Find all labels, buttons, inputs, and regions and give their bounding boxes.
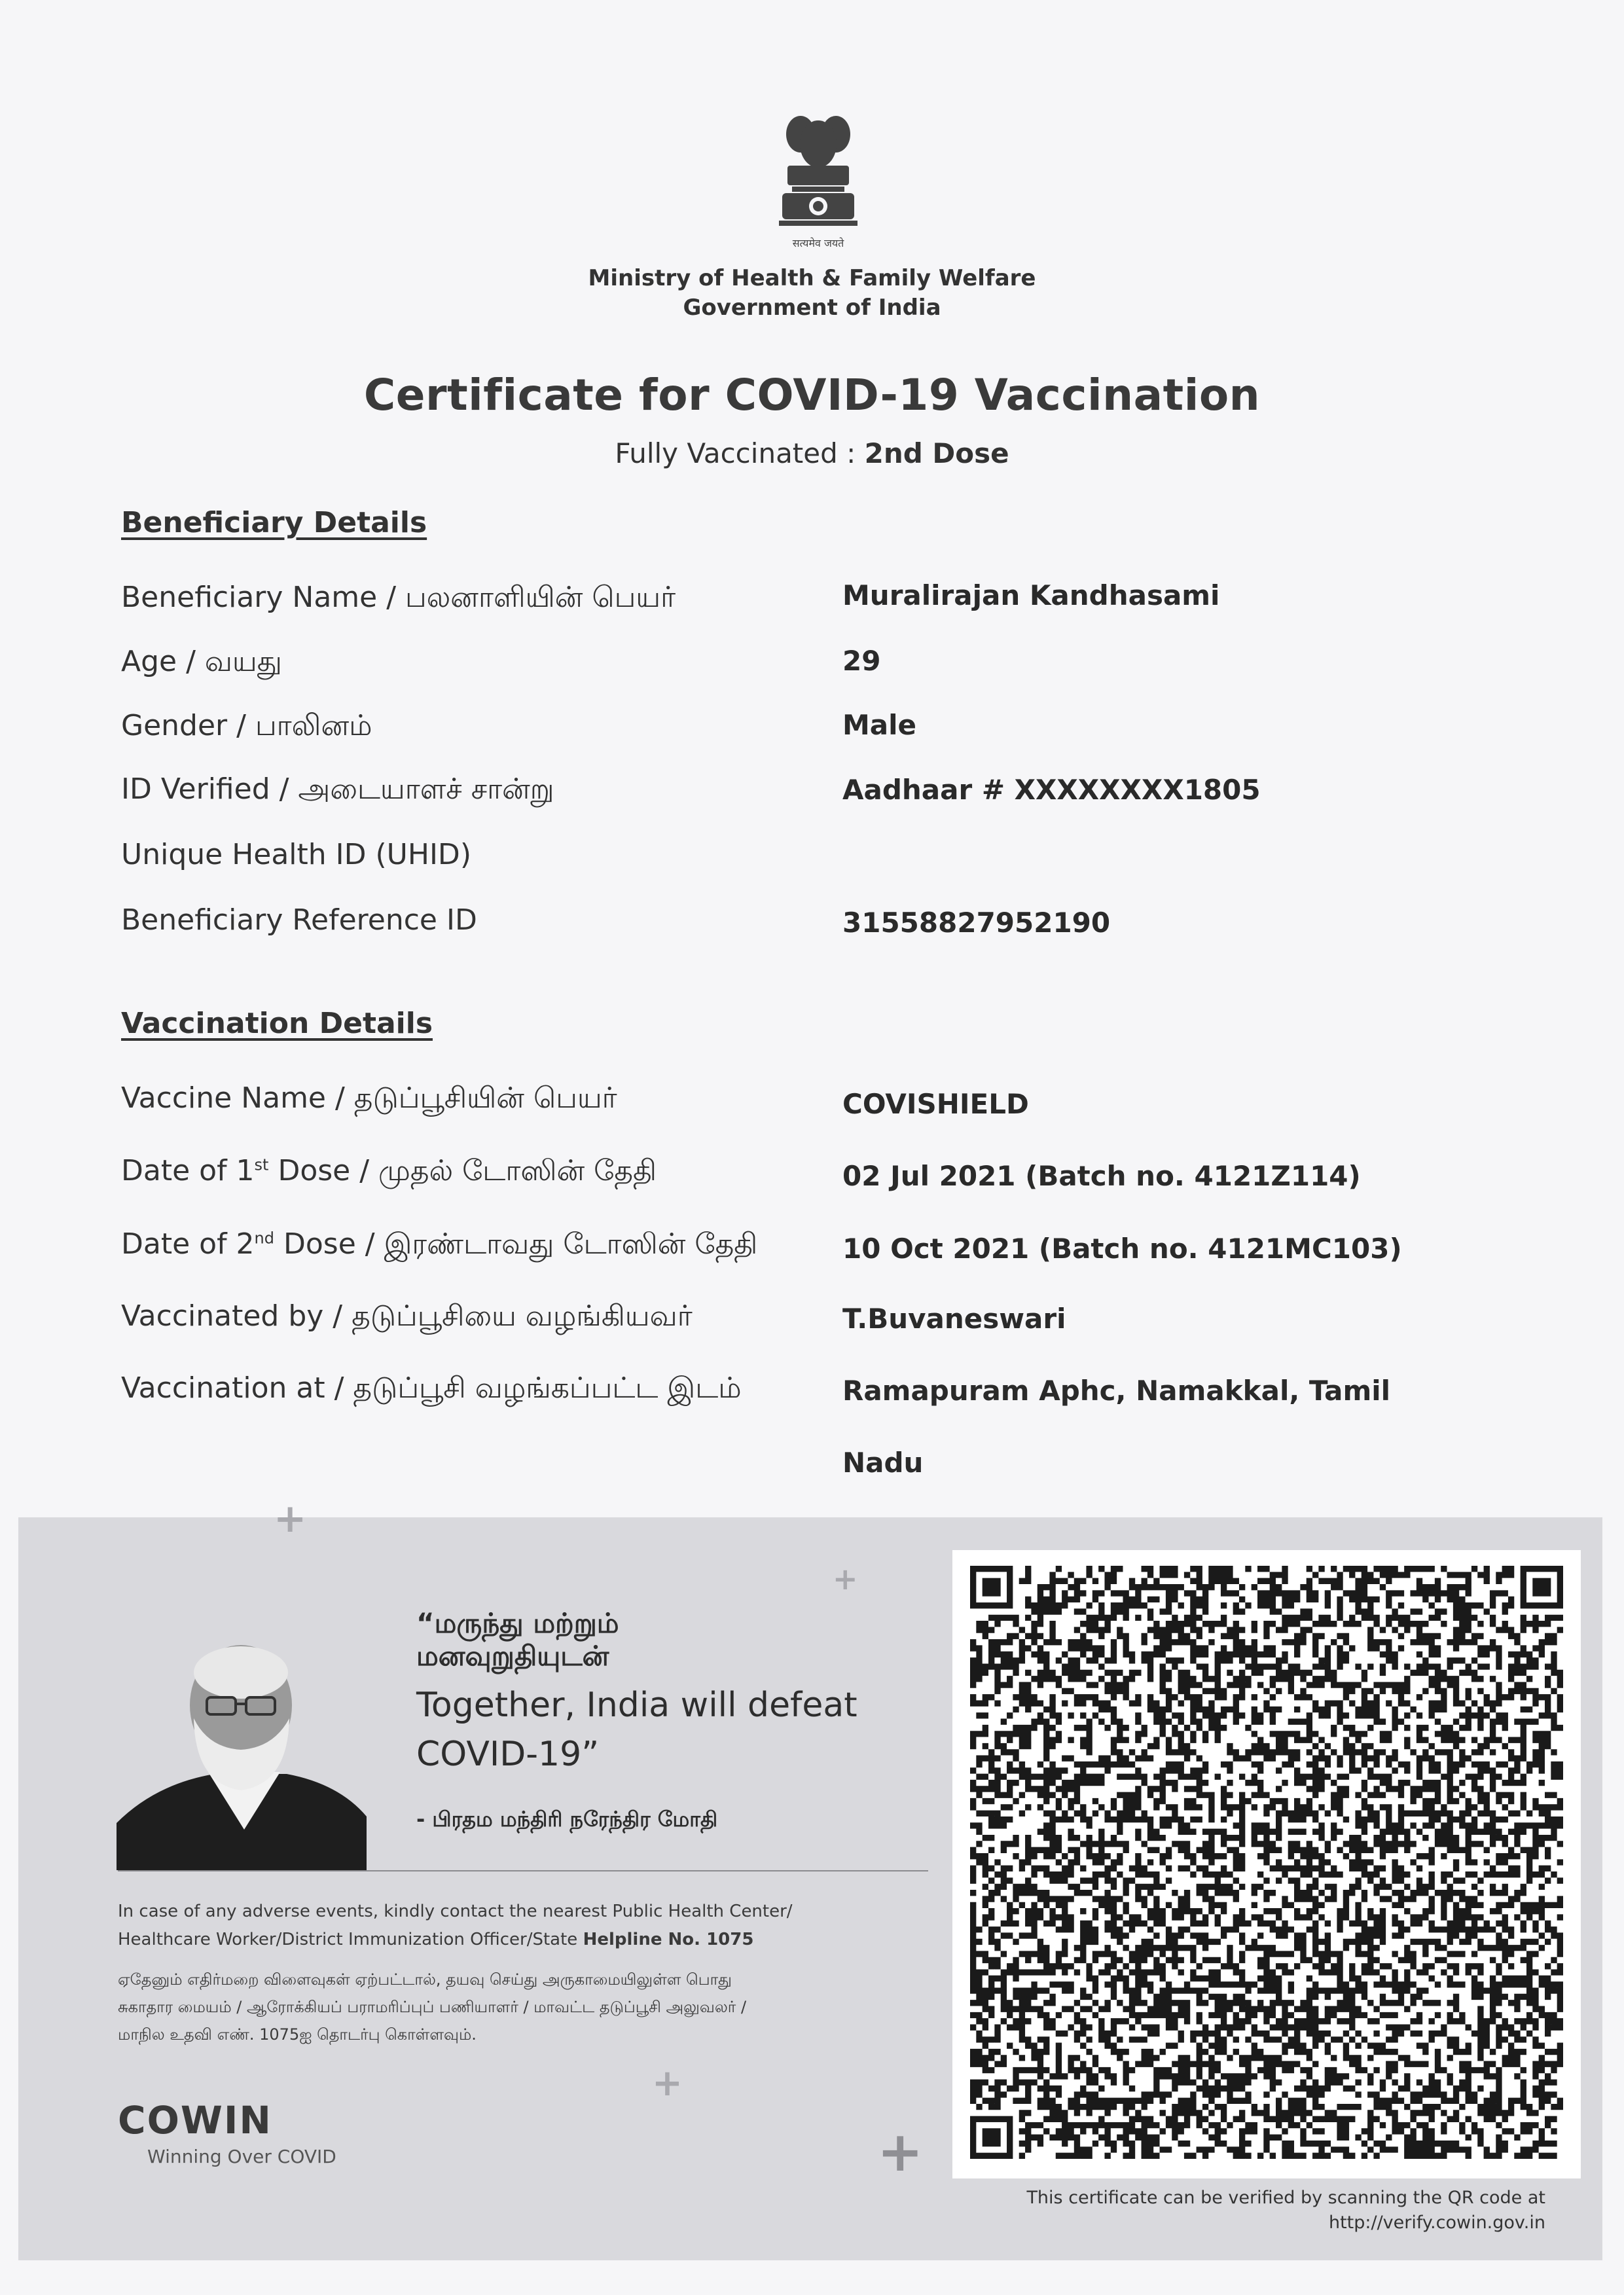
quote-english-line2: COVID-19” [416,1735,600,1774]
vaccinated-at-value-line1: Ramapuram Aphc, Namakkal, Tamil [842,1375,1391,1407]
ministry-name: Ministry of Health & Family Welfare [588,265,1036,291]
adverse-events-info-tamil-line2: சுகாதார மையம் / ஆரோக்கியப் பராமரிப்புப் பணியாளர் / மாவட்ட தடுப்பூசி அலுவலர் / [118,1998,747,2016]
id-verified-label: ID Verified / அடையாளச் சான்று [121,772,554,806]
decorative-plus-icon: + [877,2120,924,2184]
verify-url: http://verify.cowin.gov.in [1328,2213,1545,2233]
decorative-plus-icon: + [274,1496,307,1542]
adverse-events-info-line2 [118,1930,753,1949]
government-name: Government of India [683,295,941,321]
vaccinated-at-value-line2: Nadu [842,1447,924,1479]
vaccinated-by-value: T.Buvaneswari [842,1303,1066,1335]
dose1-label-post: Dose / முதல் டோஸின் தேதி [268,1154,657,1187]
uhid-label: Unique Health ID (UHID) [121,838,471,871]
id-verified-value: Aadhaar # XXXXXXXX1805 [842,774,1261,806]
helpline-number: Helpline No. 1075 [583,1930,754,1949]
age-label: Age / வயது [121,645,282,678]
verify-instruction: This certificate can be verified by scanning the QR code at [1026,2188,1545,2208]
dose1-label [121,1154,657,1191]
reference-id-value: 31558827952190 [842,907,1111,939]
dose2-label [121,1227,757,1265]
quote-tamil-line1: “மருந்து மற்றும் [416,1607,619,1639]
qr-modules [970,1566,1563,2159]
adverse-events-info-tamil-line3: மாநில உதவி எண். 1075ஐ தொடர்பு கொள்ளவும். [118,2025,477,2044]
vaccinated-at-label: Vaccination at / தடுப்பூசி வழங்கப்பட்ட இடம் [121,1371,742,1405]
vaccination-section-title: Vaccination Details [121,1007,433,1040]
decorative-plus-icon: + [833,1561,858,1597]
gender-label: Gender / பாலினம் [121,709,372,742]
cowin-tagline: Winning Over COVID [147,2146,336,2167]
gender-value: Male [842,709,917,741]
vaccinated-by-label: Vaccinated by / தடுப்பூசியை வழங்கியவர் [121,1299,693,1333]
quote-attribution: - பிரதம மந்திரி நரேந்திர மோதி [416,1807,718,1832]
certificate-subtitle [0,437,1624,469]
subtitle-prefix: Fully Vaccinated : [615,437,865,469]
qr-finder-pattern [1521,1566,1563,1608]
panel-divider [118,1870,928,1871]
quote-english-line1: Together, India will defeat [416,1686,857,1725]
national-emblem-icon [763,108,874,265]
reference-id-label: Beneficiary Reference ID [121,903,477,937]
certificate-title: Certificate for COVID-19 Vaccination [363,370,1261,420]
cowin-logo: COWIN [118,2098,272,2142]
dose2-label-post: Dose / இரண்டாவது டோஸின் தேதி [274,1227,758,1261]
age-value: 29 [842,645,881,677]
quote-tamil-line2: மனவுறுதியுடன் [416,1640,609,1672]
decorative-plus-icon: + [652,2062,683,2105]
vaccine-name-label: Vaccine Name / தடுப்பூசியின் பெயர் [121,1081,617,1115]
beneficiary-name-value: Muralirajan Kandhasami [842,579,1220,611]
dose1-label-pre: Date of 1 [121,1154,255,1187]
dose2-value: 10 Oct 2021 (Batch no. 4121MC103) [842,1233,1402,1265]
info-line2-text: Healthcare Worker/District Immunization Officer/State [118,1930,583,1949]
dose2-label-pre: Date of 2 [121,1227,255,1261]
emblem-motto: सत्यमेव जयते [792,237,844,249]
beneficiary-name-label: Beneficiary Name / பலனாளியின் பெயர் [121,581,676,614]
qr-finder-pattern [970,2116,1013,2159]
dose1-label-sup: st [254,1155,269,1174]
beneficiary-section-title: Beneficiary Details [121,506,427,539]
subtitle-dose: 2nd Dose [864,437,1009,469]
dose1-value: 02 Jul 2021 (Batch no. 4121Z114) [842,1160,1361,1192]
adverse-events-info-tamil-line1: ஏதேனும் எதிர்மறை விளைவுகள் ஏற்பட்டால், தயவு செய்து அருகாமையிலுள்ள பொது [118,1970,732,1989]
adverse-events-info-line1: In case of any adverse events, kindly contact the nearest Public Health Center/ [118,1902,793,1921]
prime-minister-portrait-icon [117,1633,367,1870]
dose2-label-sup: nd [254,1229,274,1248]
verification-qr-code [970,1566,1563,2159]
qr-finder-pattern [970,1566,1013,1608]
vaccine-name-value: COVISHIELD [842,1088,1029,1120]
